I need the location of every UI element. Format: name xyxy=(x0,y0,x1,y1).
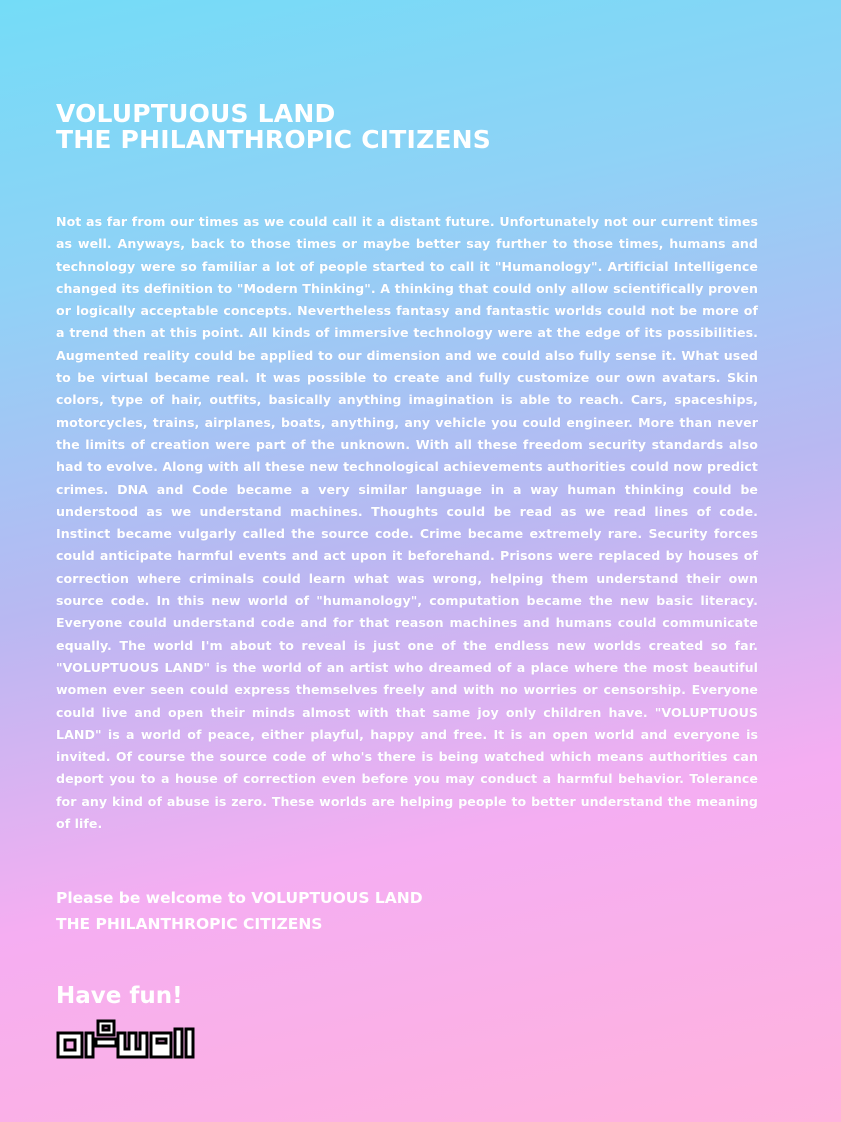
welcome-line-2: THE PHILANTHROPIC CITIZENS xyxy=(56,915,323,933)
welcome-line-1: Please be welcome to VOLUPTUOUS LAND xyxy=(56,889,423,907)
pixel-signature-logo-icon xyxy=(56,1019,196,1061)
title-line-1: VOLUPTUOUS LAND xyxy=(56,99,336,128)
have-fun-text: Have fun! xyxy=(56,983,183,1009)
welcome-message xyxy=(56,885,423,937)
title-line-2: THE PHILANTHROPIC CITIZENS xyxy=(56,125,491,154)
page-title xyxy=(56,101,491,153)
story-paragraph: Not as far from our times as we could call it a distant future. Unfortunately not our current times as well. Anyways, back to those times or maybe better say further to those times, humans and technology were so familiar a lot of people started to call it "Humanology". Artificial Intelligence changed its definition to "Modern Thinking". A thinking that could only allow scientifically proven or logically acceptable concepts. Nevertheless fantasy and fantastic worlds could not be more of a trend then at this point. All kinds of immersive technology were at the edge of its possibilities. Augmented reality could be applied to our dimension and we could also fully sense it. What used to be virtual became real. It was possible to create and fully customize our own avatars. Skin colors, type of hair, outfits, basically anything imagination is able to reach. Cars, spaceships, motorcycles, trains, airplanes, boats, anything, any vehicle you could engineer. More than never the limits of creation were part of the unknown. With all these freedom security standards also had to evolve. Along with all these new technological achievements authorities could now predict crimes. DNA and Code became a very similar language in a way human thinking could be understood as we understand machines. Thoughts could be read as we read lines of code. Instinct became vulgarly called the source code. Crime became extremely rare. Security forces could anticipate harmful events and act upon it beforehand. Prisons were replaced by houses of correction where criminals could learn what was wrong, helping them understand their own source code. In this new world of "humanology", computation became the new basic literacy. Everyone could understand code and for that reason machines and humans could communicate equally. The world I'm about to reveal is just one of the endless new worlds created so far. "VOLUPTUOUS LAND" is the world of an artist who dreamed of a place where the most beautiful women ever seen could express themselves freely and with no worries or censorship. Everyone could live and open their minds almost with that same joy only children have. "VOLUPTUOUS LAND" is a world of peace, either playful, happy and free. It is an open world and everyone is invited. Of course the source code of who's there is being watched which means authorities can deport you to a house of correction even before you may conduct a harmful behavior. Tolerance for any kind of abuse is zero. These worlds are helping people to better understand the meaning of life. xyxy=(56,214,758,832)
